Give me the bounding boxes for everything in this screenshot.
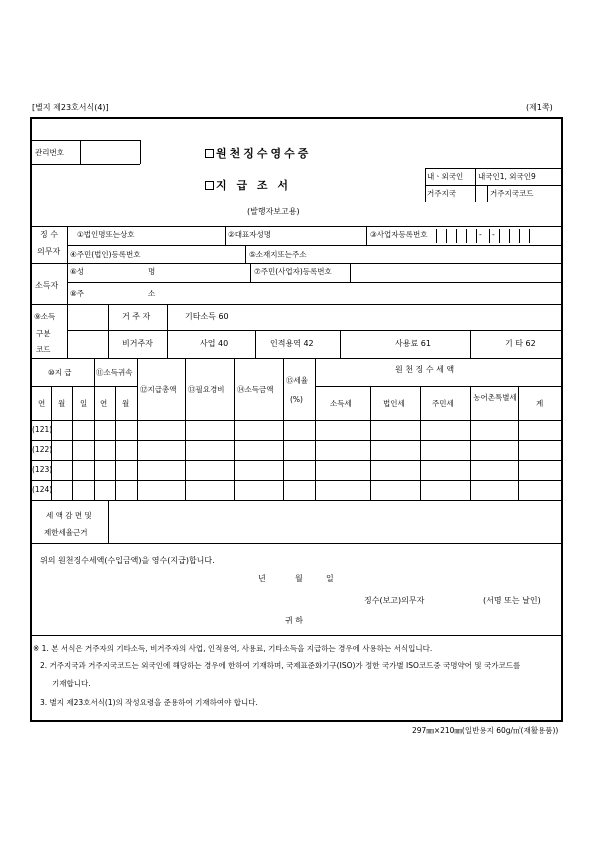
- frame-top: [30, 117, 562, 119]
- page-number: (제1쪽): [526, 103, 553, 112]
- receipt-obligor: 징수(보고)의무자: [364, 596, 425, 605]
- resident-other-income: 기타소득 60: [185, 312, 229, 321]
- note-2-cont: 기재합니다.: [52, 679, 91, 688]
- col-tax-rate: ⑮세율: [286, 376, 308, 385]
- paper-spec: 297㎜×210㎜(일반용지 60g/㎡(재활용품)): [412, 726, 559, 735]
- note-1: ※ 1. 본 서식은 거주자의 기타소득, 비거주자의 사업, 인적용역, 사용료, 기타소득을 지급하는 경우에 사용하는 서식입니다.: [33, 644, 433, 653]
- checkbox-icon[interactable]: [205, 149, 214, 158]
- residency-value: 내국인1, 외국인9: [478, 172, 536, 181]
- recipient-name-label: ⑥성: [70, 267, 84, 276]
- business-code: 사업 40: [200, 339, 229, 348]
- address-label: ⑤소재지또는주소: [249, 250, 307, 259]
- col-total-payment: ⑫지급총액: [140, 385, 177, 394]
- col-corporate-tax: 법인세: [383, 399, 405, 408]
- table-row: (123): [32, 465, 53, 474]
- title-line1: 원천징수영수증: [205, 148, 311, 159]
- nonresident-label: 비거주자: [122, 339, 153, 348]
- management-number-label: 관리번호: [35, 148, 64, 157]
- income-code-label-2: 구분: [36, 329, 51, 338]
- payer-label-2: 의무자: [37, 247, 61, 256]
- col-withholding: 원 천 징 수 세 액: [395, 365, 455, 374]
- royalty-code: 사용료 61: [395, 339, 431, 348]
- subtitle: (발행자보고용): [247, 207, 300, 216]
- table-row: (124): [32, 485, 53, 494]
- col-income-amount: ⑭소득금액: [237, 385, 274, 394]
- frame-left: [30, 117, 32, 720]
- title-line2: 지 급 조 서: [205, 180, 291, 191]
- personal-service-code: 인적용역 42: [270, 339, 314, 348]
- frame-right: [561, 117, 563, 720]
- col-income-year: ⑪소득귀속: [96, 368, 133, 377]
- form-number: [별지 제23호서식(4)]: [32, 103, 109, 112]
- other-code: 기 타 62: [505, 339, 536, 348]
- receipt-to: 귀 하: [285, 616, 303, 625]
- receipt-day: 일: [326, 574, 334, 583]
- receipt-signature: (서명 또는 날인): [483, 596, 541, 605]
- checkbox-icon[interactable]: [205, 181, 214, 190]
- representative-label: ②대표자성명: [228, 230, 271, 239]
- exemption-label-1: 세 액 감 면 및: [46, 511, 92, 520]
- recipient-address-label: ⑧주: [70, 289, 84, 298]
- table-row: (122): [32, 445, 53, 454]
- resident-label: 거 주 자: [122, 312, 151, 321]
- col-expenses: ⑬필요경비: [188, 385, 225, 394]
- receipt-month: 월: [295, 574, 303, 583]
- exemption-label-2: 제한세율근거: [44, 528, 88, 537]
- recipient-label: 소득자: [35, 281, 59, 290]
- income-code-label-1: ⑨소득: [34, 312, 56, 321]
- income-code-label-3: 코드: [36, 345, 51, 354]
- residence-country-label: 거주지국: [427, 189, 456, 198]
- business-reg-no-label: ③사업자등록번호: [370, 230, 428, 239]
- col-payment: ⑩지 급: [48, 368, 72, 377]
- col-income-tax: 소득세: [330, 399, 352, 408]
- col-rural-tax: 농어촌특별세: [473, 393, 517, 402]
- note-3: 3. 별지 제23호서식(1)의 작성요령을 준용하여 기재하여야 합니다.: [40, 698, 258, 707]
- col-tax-rate-unit: (%): [290, 395, 303, 404]
- frame-bottom: [30, 720, 563, 722]
- payer-label-1: 징 수: [40, 230, 58, 239]
- receipt-statement: 위의 원천징수세액(수입금액)을 영수(지급)합니다.: [40, 556, 215, 565]
- col-total: 계: [536, 399, 544, 408]
- resident-reg-no-label: ④주민(법인)등록번호: [70, 250, 141, 259]
- recipient-resident-no-label: ⑦주민(사업자)등록번호: [254, 267, 332, 276]
- company-name-label: ①법인명또는상호: [77, 230, 135, 239]
- table-row: (121): [32, 425, 53, 434]
- residency-label: 내ㆍ외국인: [427, 172, 464, 181]
- col-resident-tax: 주민세: [432, 399, 454, 408]
- receipt-year: 년: [258, 574, 266, 583]
- note-2: 2. 거주지국과 거주지국코드는 외국인에 해당하는 경우에 한하여 기재하며, 국제표준화기구(ISO)가 정한 국가별 ISO코드중 국명약어 및 국가코드를: [40, 661, 521, 670]
- residence-country-code-label: 거주지국코드: [490, 189, 534, 198]
